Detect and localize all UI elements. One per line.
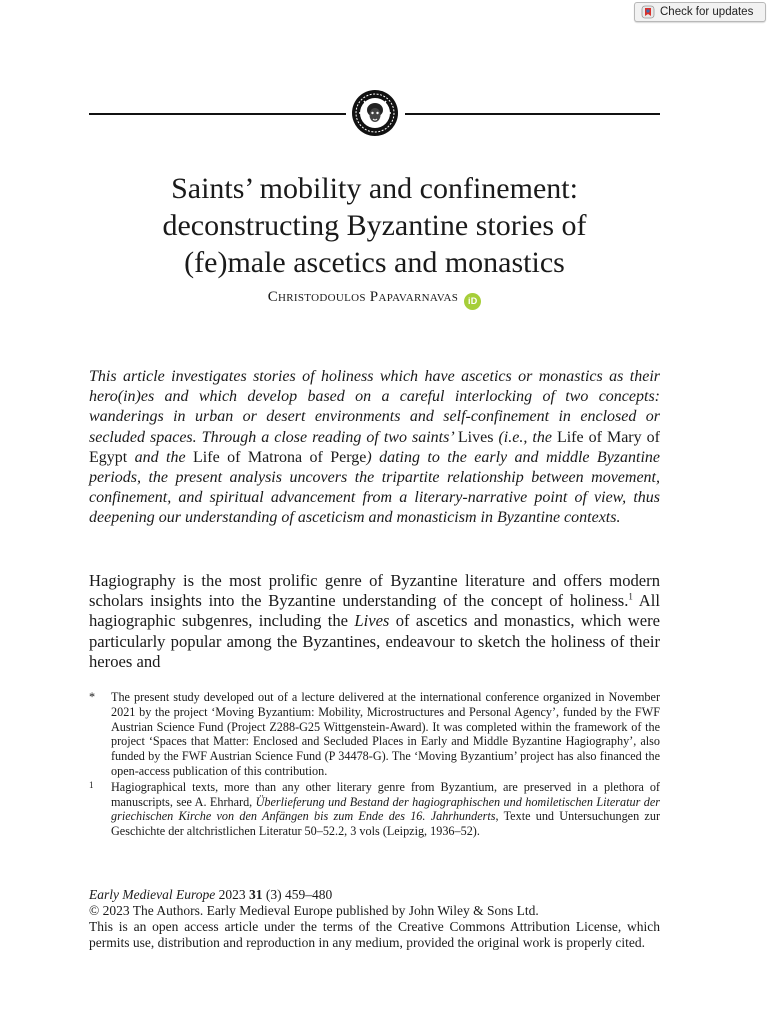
footnote-mark: 1 bbox=[89, 779, 94, 790]
journal-volume: 31 bbox=[248, 887, 263, 902]
license-text: This is an open access article under the terms of the Creative Commons Attribution License, which permits use, distribution and reproduction in any medium, provided the original work is properly cited. bbox=[89, 919, 660, 950]
body-text: Hagiography is the most prolific genre of Byzantine literature and offers modern scholars insights into the Byzantine understanding of the concept of holiness. bbox=[89, 571, 660, 611]
journal-name: Early Medieval Europe bbox=[89, 887, 216, 902]
journal-info bbox=[89, 887, 660, 951]
title-line: Saints’ mobility and confinement: bbox=[171, 172, 578, 205]
abstract-text: (i.e., the bbox=[493, 428, 557, 446]
journal-emblem-icon bbox=[351, 89, 399, 137]
article-title bbox=[89, 170, 660, 281]
abstract-work-title: Life of Matrona of Perge bbox=[193, 448, 367, 466]
abstract bbox=[89, 367, 660, 529]
check-for-updates-button[interactable] bbox=[634, 2, 766, 22]
abstract-lives: Lives bbox=[457, 428, 494, 446]
title-line: deconstructing Byzantine stories of bbox=[162, 209, 587, 242]
header-rule-left bbox=[89, 113, 346, 115]
body-paragraph bbox=[89, 571, 660, 672]
check-for-updates-label: Check for updates bbox=[660, 6, 754, 18]
abstract-text: This article investigates stories of holiness which have ascetics or monastics as their hero(in)es and which develop based on a careful interlocking of two concepts: wanderings in urban or desert environments and self-confinement in enclosed or secluded spaces. Through a close reading of two saints’ bbox=[89, 368, 660, 446]
abstract-work-title: Life of Mary of Egypt bbox=[89, 428, 660, 466]
title-line: (fe)male ascetics and monastics bbox=[184, 246, 565, 279]
footnote-italic-title: Überlieferung und Bestand der hagiographischen und homiletischen Literatur der griechischen Kirche von den Anfängen bis zum Ende des 16. Jahrhunderts bbox=[111, 794, 660, 824]
footnote-mark: * bbox=[89, 690, 96, 704]
journal-year: 2023 bbox=[215, 887, 249, 902]
footnotes bbox=[89, 690, 660, 840]
body-text: All hagiographic subgenres, including the bbox=[89, 591, 660, 631]
abstract-text: and the bbox=[127, 448, 194, 466]
footnote-1 bbox=[89, 780, 660, 839]
journal-issue-pages: (3) 459–480 bbox=[262, 887, 333, 902]
body-lives: Lives bbox=[354, 611, 390, 631]
footnote-star bbox=[89, 690, 660, 779]
footnote-text: The present study developed out of a lecture delivered at the international conference organized in November 2021 by the project ‘Moving Byzantium: Mobility, Microstructures and Personal Agency’, funded by the FWF Austrian Science Fund (Project Z288-G25 Wittgenstein-Award). It was completed within the framework of the project ‘Spaces that Matter: Enclosed and Secluded Places in Early and Middle Byzantine Hagiography’, also funded by the FWF Austrian Science Fund (P 34478-G). The ‘Moving Byzantium’ project has also financed the open-access publication of this contribution. bbox=[111, 690, 660, 778]
author-line bbox=[89, 289, 660, 310]
footnote-text: , Texte und Untersuchungen zur Geschichte der altchristlichen Literatur 50–52.2, 3 vols (Leipzig, 1936–52). bbox=[111, 809, 660, 839]
abstract-text: ) dating to the early and middle Byzantine periods, the present analysis uncovers the tripartite relationship between movement, confinement, and spiritual advancement from a literary-narrative point of view, thus deepening our understanding of asceticism and monasticism in Byzantine contexts. bbox=[89, 448, 661, 527]
copyright-line: © 2023 The Authors. Early Medieval Europe published by John Wiley & Sons Ltd. bbox=[89, 903, 539, 918]
footnote-ref[interactable]: 1 bbox=[628, 591, 633, 602]
body-text: of ascetics and monastics, which were particularly popular among the Byzantines, endeavour to sketch the holiness of their heroes and bbox=[89, 611, 660, 671]
author-name: Christodoulos Papavarnavas bbox=[267, 289, 459, 305]
header-rule-right bbox=[405, 113, 660, 115]
orcid-icon[interactable]: iD bbox=[464, 293, 481, 310]
journal-citation bbox=[89, 887, 660, 903]
footnote-text: Hagiographical texts, more than any other literary genre from Byzantium, are preserved in a plethora of manuscripts, see A. Ehrhard, bbox=[111, 779, 660, 809]
crossmark-icon bbox=[641, 5, 655, 19]
